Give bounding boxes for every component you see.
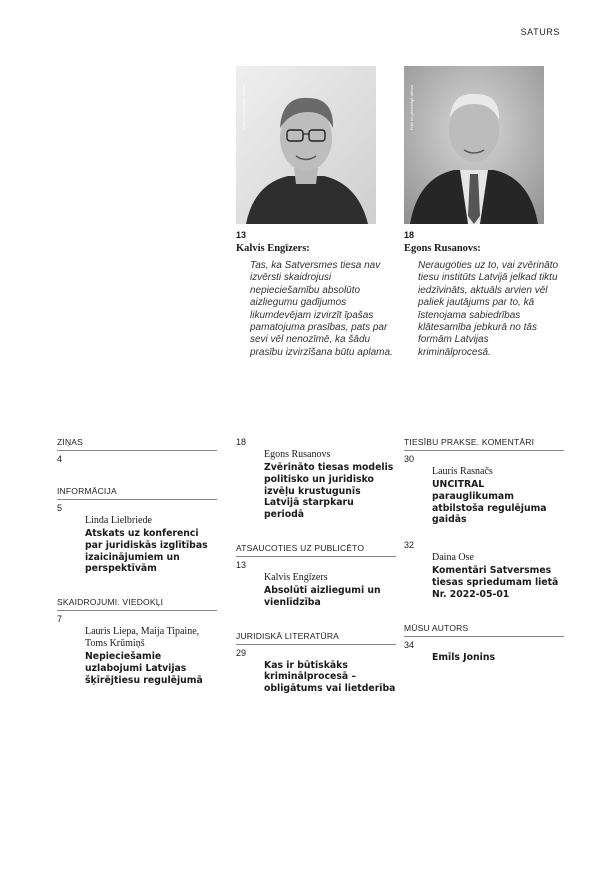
featured-page-number: 13 <box>236 230 247 240</box>
featured-article-1[interactable] <box>236 230 396 359</box>
toc-entry-page: 34 <box>404 639 415 650</box>
toc-section-title: SKAIDROJUMI. VIEDOKĻI <box>57 597 217 611</box>
toc-section-title: ATSAUCOTIES UZ PUBLICĒTO <box>236 543 396 557</box>
toc-column-1 <box>57 437 217 709</box>
toc-section <box>57 437 217 464</box>
toc-entry-page: 18 <box>236 437 247 447</box>
featured-author-name: Kalvis Engīzers: <box>236 243 310 254</box>
toc-entry-title[interactable]: Zvērināto tiesas modelis politisko un juridisko izvēļu krustugunīs Latvijā starpkaru periodā <box>264 462 394 521</box>
featured-author-name: Egons Rusanovs: <box>404 243 481 254</box>
toc-column-2 <box>236 437 396 717</box>
toc-section <box>236 631 396 695</box>
toc-entry-author: Egons Rusanovs <box>264 449 331 460</box>
toc-entry-title[interactable]: Nepieciešamie uzlabojumi Latvijas šķīrējtiesu regulējumā <box>85 651 203 686</box>
toc-entry-page: 13 <box>236 559 247 570</box>
toc-entry-author: Linda Lielbriede <box>85 515 152 526</box>
toc-column-3 <box>404 437 564 685</box>
toc-section <box>236 437 396 521</box>
toc-entry-page[interactable]: 4 <box>57 454 63 464</box>
photo-credit: Foto no personīgā arhīva <box>409 85 414 130</box>
toc-entry-page: 32 <box>404 540 415 551</box>
toc-section-title: INFORMĀCIJA <box>57 486 217 500</box>
photo-egons-rusanovs <box>404 66 544 224</box>
featured-quote: Neraugoties uz to, vai zvērināto tiesu institūts Latvijā jelkad tiktu iedzīvināts, aktuāls arvien vēl paliek jautājums par to, kā īstenojama sabiedrības klātesamība jebkurā no tās formām Latvijas kriminālprocesā. <box>418 260 559 358</box>
featured-article-2[interactable] <box>404 230 564 359</box>
toc-entry-title[interactable]: Emīls Jonins <box>432 651 495 663</box>
portrait-man-in-suit-image <box>404 66 544 224</box>
toc-entry-page: 29 <box>236 647 247 658</box>
toc-section-title: MŪSU AUTORS <box>404 623 564 637</box>
featured-page-number: 18 <box>404 230 415 240</box>
toc-entry-author: Lauris Rasnačs <box>432 466 493 477</box>
toc-entry-page: 5 <box>57 503 63 513</box>
toc-section <box>57 486 217 575</box>
toc-entry-title[interactable]: Komentāri Satversmes tiesas spriedumam lietā Nr. 2022-05-01 <box>432 565 559 600</box>
toc-section-title: ZIŅAS <box>57 437 217 451</box>
featured-quote: Tas, ka Satversmes tiesa nav izvērsti skaidrojusi nepieciešamību absolūto aizliegumu gadījumos likumdevējam izvirzīt īpašas pamatojuma prasības, pats par sevi vēl nenozīmē, ka šādu prasību izvirzīšana būtu aplama. <box>250 260 393 358</box>
toc-section <box>404 437 564 601</box>
section-header: SATURS <box>520 27 560 37</box>
toc-section-title: TIESĪBU PRAKSE. KOMENTĀRI <box>404 437 564 451</box>
photo-credit: Foto no personīgā arhīva <box>241 85 246 130</box>
toc-section <box>57 597 217 686</box>
toc-entry-author: Kalvis Engīzers <box>264 571 328 583</box>
toc-entry-title[interactable]: UNCITRAL parauglikumam atbilstoša regulējuma gaidās <box>432 479 547 526</box>
toc-section <box>404 623 564 664</box>
portrait-young-man-image <box>236 66 376 224</box>
toc-entry-title[interactable]: Absolūti aizliegumi un vienlīdzība <box>264 584 381 608</box>
toc-section-title: JURIDISKĀ LITERATŪRA <box>236 631 396 645</box>
photo-kalvis-engizers <box>236 66 376 224</box>
toc-section <box>236 543 396 609</box>
toc-entry-page: 30 <box>404 454 415 464</box>
toc-entry-author: Lauris Liepa, Maija Tipaine, Toms Krūmiņš <box>85 626 200 650</box>
toc-entry-title[interactable]: Atskats uz konferenci par juridiskās izglītības izaicinājumiem un perspektīvām <box>85 528 208 575</box>
toc-entry-title[interactable]: Kas ir būtiskāks kriminālprocesā – obligātums vai lietderība <box>264 659 396 695</box>
toc-entry-author: Daina Ose <box>432 552 474 564</box>
toc-entry-page: 7 <box>57 614 63 625</box>
